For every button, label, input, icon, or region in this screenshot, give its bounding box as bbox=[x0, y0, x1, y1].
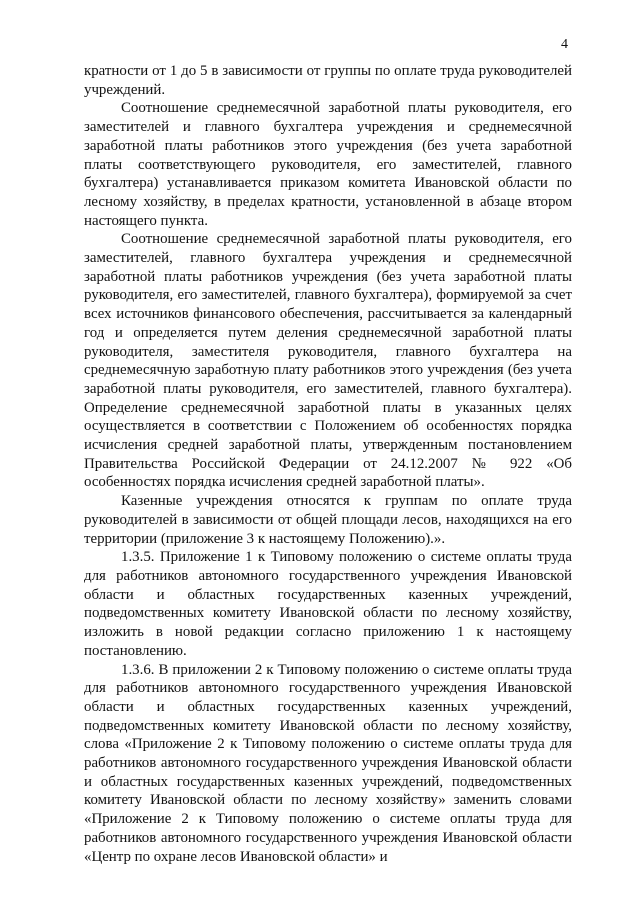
paragraph-1-3-6: 1.3.6. В приложении 2 к Типовому положению о системе оплаты труда для работников автономного государственного учреждения Ивановской области и областных государственных казенных учреждений, подведомственных комитету Ивановской области по лесному хозяйству, слова «Приложение 2 к Типовому положению о системе оплаты труда для работников автономного государственного учреждения Ивановской области и областных государственных казенных учреждений, подведомственных комитету Ивановской области по лесному хозяйству» заменить словами «Приложение 2 к Типовому положению о системе оплаты труда для работников автономного государственного учреждения Ивановской области «Центр по охране лесов Ивановской области» и bbox=[84, 661, 572, 865]
paragraph-salary-ratio-calculation: Соотношение среднемесячной заработной платы руководителя, его заместителей, главного бухгалтера учреждения и среднемесячной заработной платы работников учреждения (без учета заработной платы руководителя, его заместителей, главного бухгалтера), формируемой за счет всех источников финансового обеспечения, рассчитывается за календарный год и определяется путем деления среднемесячной заработной платы руководителя, заместителя руководителя, главного бухгалтера на среднемесячную заработную плату работников этого учреждения (без учета заработной платы руководителя, его заместителей, главного бухгалтера). Определение среднемесячной заработной платы в указанных целях осуществляется в соответствии с Положением об особенностях порядка исчисления средней заработной платы, утвержденным постановлением Правительства Российской Федерации от 24.12.2007 № 922 «Об особенностях порядка исчисления средней заработной платы». bbox=[84, 231, 572, 491]
paragraph-continuation: кратности от 1 до 5 в зависимости от группы по оплате труда руководителей учреждений. bbox=[84, 63, 572, 98]
document-body bbox=[84, 62, 572, 866]
paragraph-treasury-institutions: Казенные учреждения относятся к группам по оплате труда руководителей в зависимости от общей площади лесов, находящихся на его территории (приложение 3 к настоящему Положению).». bbox=[84, 493, 572, 547]
paragraph-1-3-5: 1.3.5. Приложение 1 к Типовому положению о системе оплаты труда для работников автономного государственного учреждения Ивановской области и областных государственных казенных учреждений, подведомственных комитету Ивановской области по лесному хозяйству, изложить в новой редакции согласно приложению 1 к настоящему постановлению. bbox=[84, 549, 572, 659]
paragraph-salary-ratio-order: Соотношение среднемесячной заработной платы руководителя, его заместителей и главного бухгалтера учреждения и среднемесячной заработной платы работников этого учреждения (без учета заработной платы соответствующего руководителя, его заместителей, главного бухгалтера) устанавливается приказом комитета Ивановской области по лесному хозяйству, в пределах кратности, установленной в абзаце втором настоящего пункта. bbox=[84, 100, 572, 229]
page-number: 4 bbox=[561, 37, 568, 52]
